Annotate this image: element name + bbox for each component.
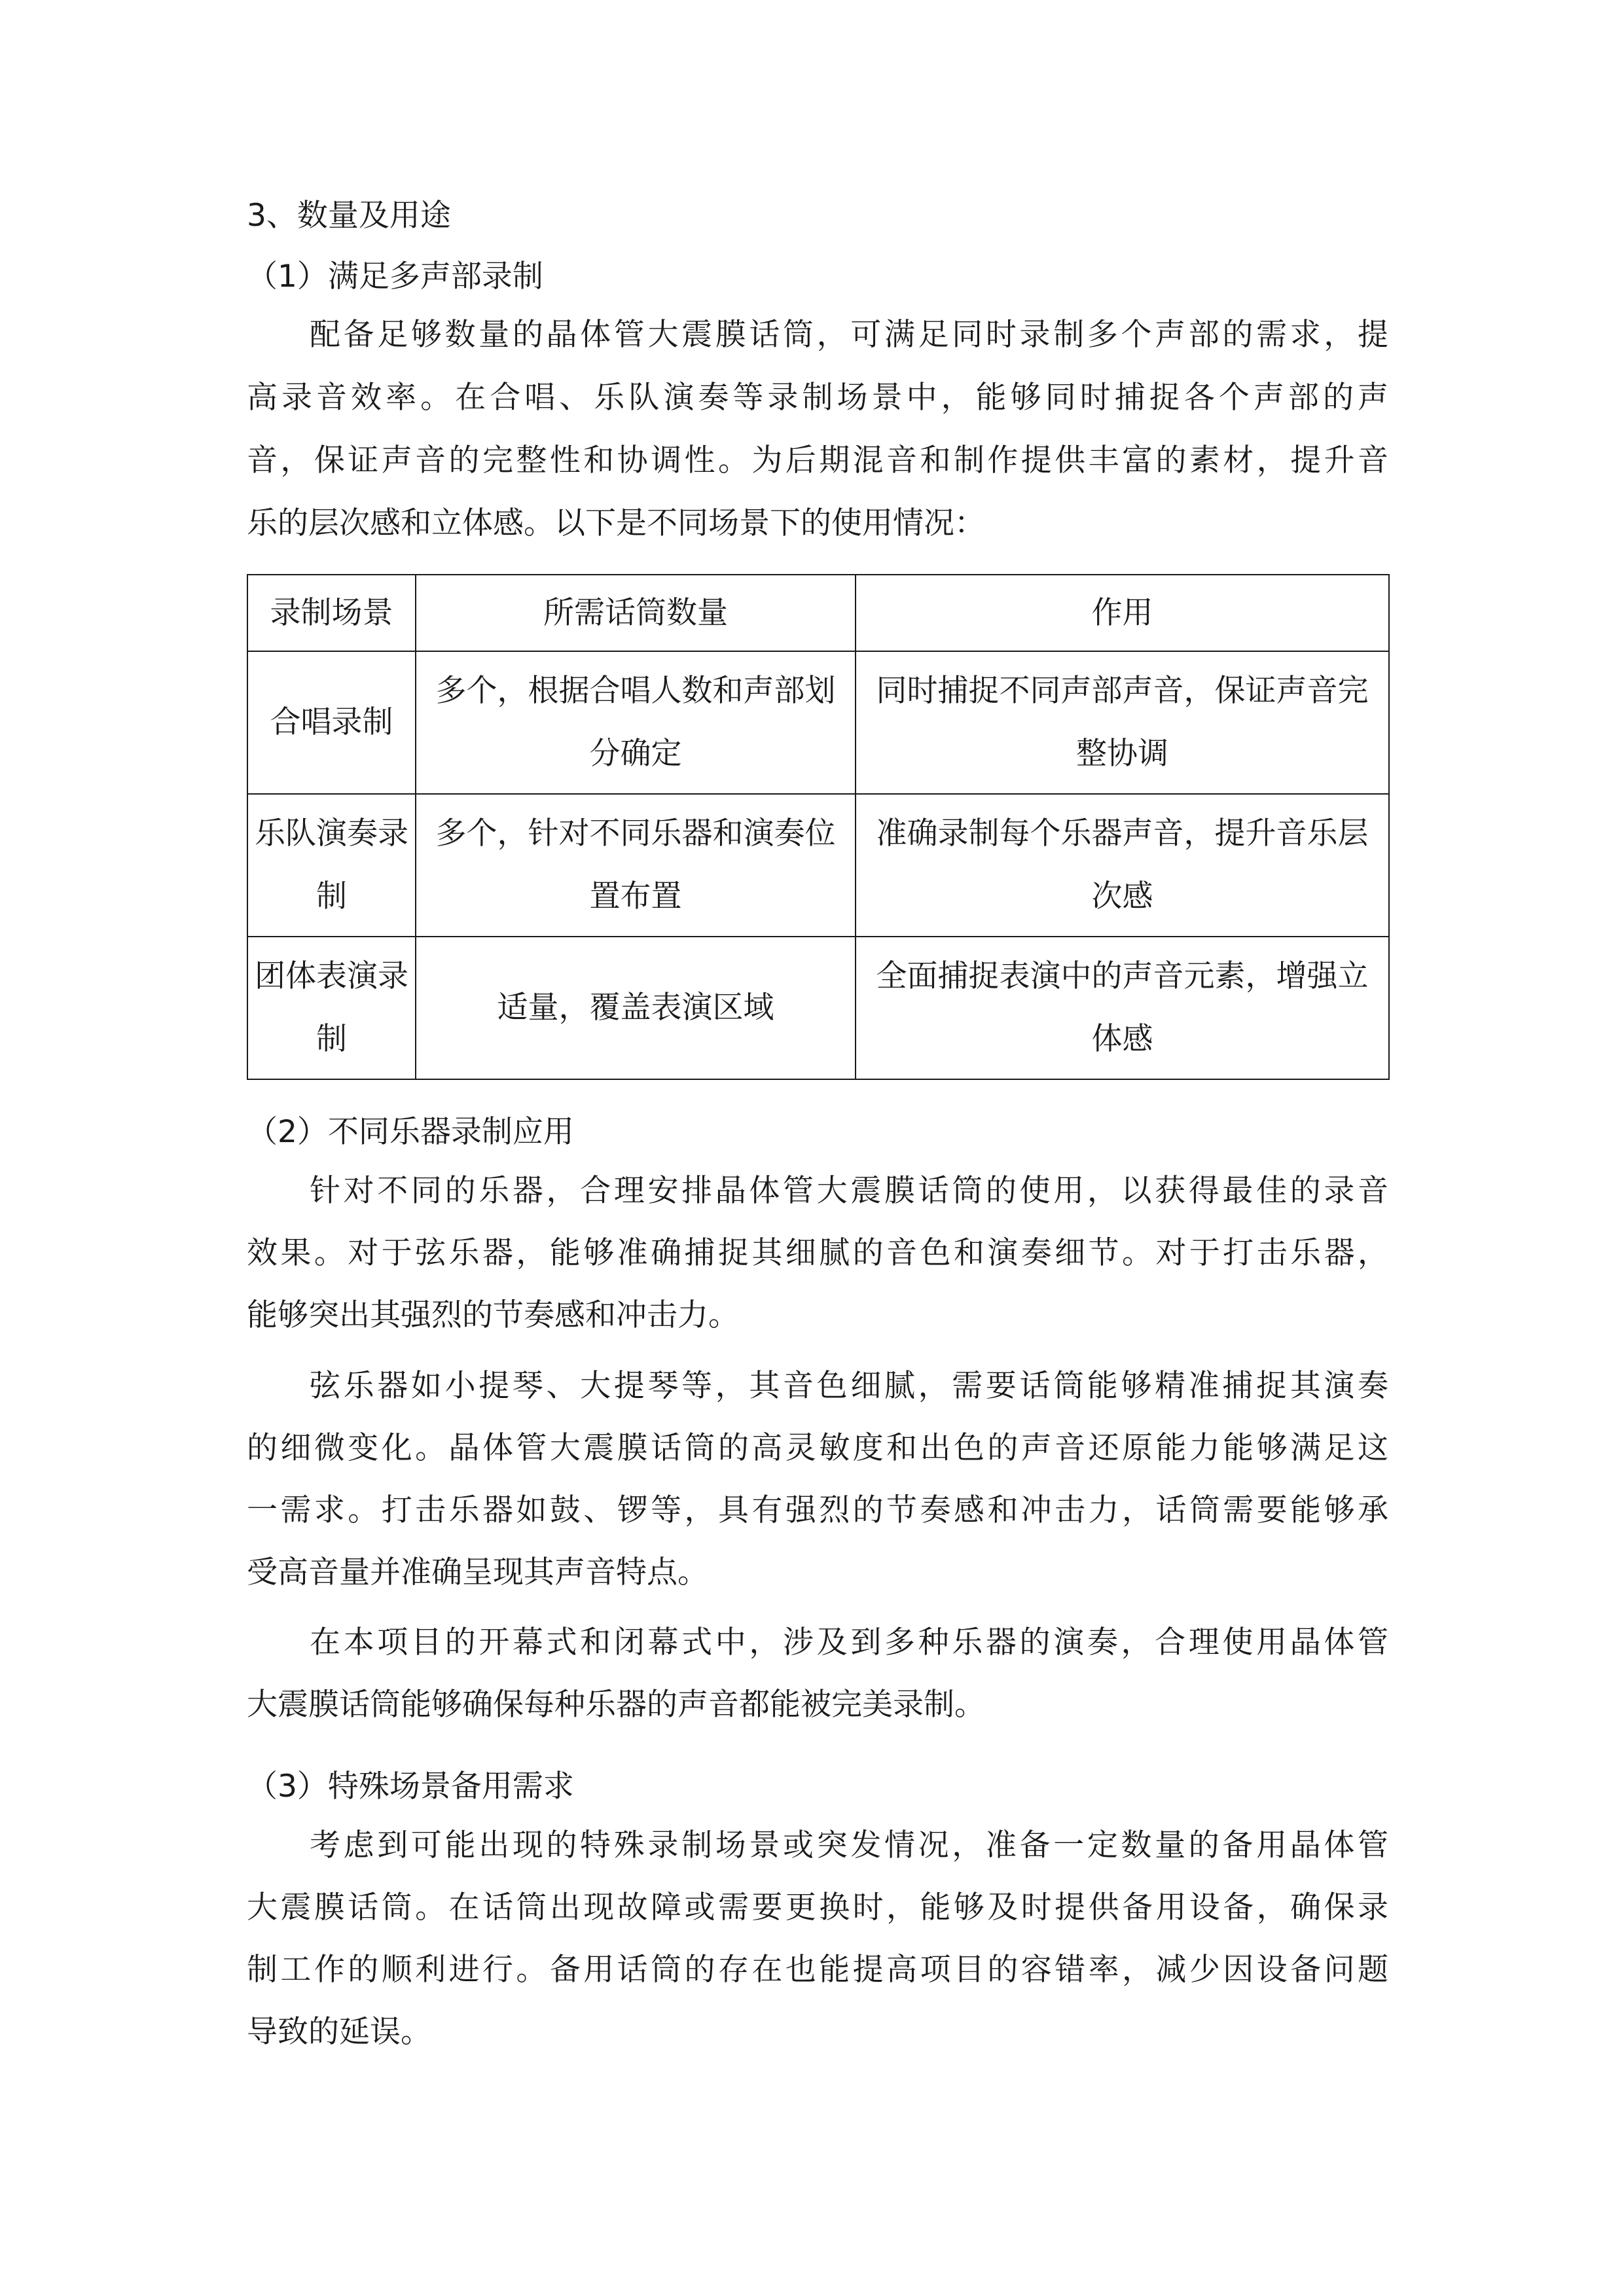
paragraph-line: 音，保证声音的完整性和协调性。为后期混音和制作提供丰富的素材，提升音 [247,442,1388,478]
table-header-cell: 录制场景 [247,575,416,651]
paragraph-line: 针对不同的乐器，合理安排晶体管大震膜话筒的使用，以获得最佳的录音 [310,1173,1388,1209]
table-cell-quantity: 多个，针对不同乐器和演奏位置布置 [416,794,856,937]
paragraph-line: 在本项目的开幕式和闭幕式中，涉及到多种乐器的演奏，合理使用晶体管 [310,1624,1388,1660]
table-row [247,794,1389,937]
paragraph-line: 弦乐器如小提琴、大提琴等，其音色细腻，需要话筒能够精准捕捉其演奏 [310,1368,1388,1404]
paragraph-line: 一需求。打击乐器如鼓、锣等，具有强烈的节奏感和冲击力，话筒需要能够承 [247,1492,1388,1528]
subsection-title-1: （1）满足多声部录制 [247,259,543,295]
table-row [247,651,1389,794]
table-header-cell: 所需话筒数量 [416,575,856,651]
table-cell-purpose: 准确录制每个乐器声音，提升音乐层次感 [856,794,1389,937]
subsection-title-3: （3）特殊场景备用需求 [247,1768,574,1804]
paragraph-line: 高录音效率。在合唱、乐队演奏等录制场景中，能够同时捕捉各个声部的声 [247,380,1388,416]
paragraph-line: 效果。对于弦乐器，能够准确捕捉其细腻的音色和演奏细节。对于打击乐器， [247,1235,1388,1271]
table-cell-purpose: 全面捕捉表演中的声音元素，增强立体感 [856,937,1389,1079]
table-header-cell: 作用 [856,575,1389,651]
paragraph-line: 大震膜话筒。在话筒出现故障或需要更换时，能够及时提供备用设备，确保录 [247,1890,1388,1926]
table-cell-quantity: 多个，根据合唱人数和声部划分确定 [416,651,856,794]
table-row [247,937,1389,1079]
section-heading: 3、数量及用途 [247,198,451,234]
paragraph-line: 配备足够数量的晶体管大震膜话筒，可满足同时录制多个声部的需求，提 [310,317,1388,353]
paragraph-line: 能够突出其强烈的节奏感和冲击力。 [247,1297,739,1333]
table-header-row [247,575,1389,651]
table-cell-quantity: 适量，覆盖表演区域 [416,937,856,1079]
subsection-title-2: （2）不同乐器录制应用 [247,1114,574,1150]
paragraph-line: 的细微变化。晶体管大震膜话筒的高灵敏度和出色的声音还原能力能够满足这 [247,1430,1388,1466]
paragraph-line: 制工作的顺利进行。备用话筒的存在也能提高项目的容错率，减少因设备问题 [247,1952,1388,1988]
paragraph-line: 导致的延误。 [247,2014,431,2050]
paragraph-line: 受高音量并准确呈现其声音特点。 [247,1554,708,1590]
paragraph-line: 乐的层次感和立体感。以下是不同场景下的使用情况： [247,505,985,541]
paragraph-line: 大震膜话筒能够确保每种乐器的声音都能被完美录制。 [247,1687,985,1723]
table-cell-scene: 乐队演奏录制 [247,794,416,937]
table-cell-scene: 团体表演录制 [247,937,416,1079]
paragraph-line: 考虑到可能出现的特殊录制场景或突发情况，准备一定数量的备用晶体管 [310,1827,1388,1863]
table-cell-scene: 合唱录制 [247,651,416,794]
usage-table [247,574,1390,1080]
table-cell-purpose: 同时捕捉不同声部声音，保证声音完整协调 [856,651,1389,794]
